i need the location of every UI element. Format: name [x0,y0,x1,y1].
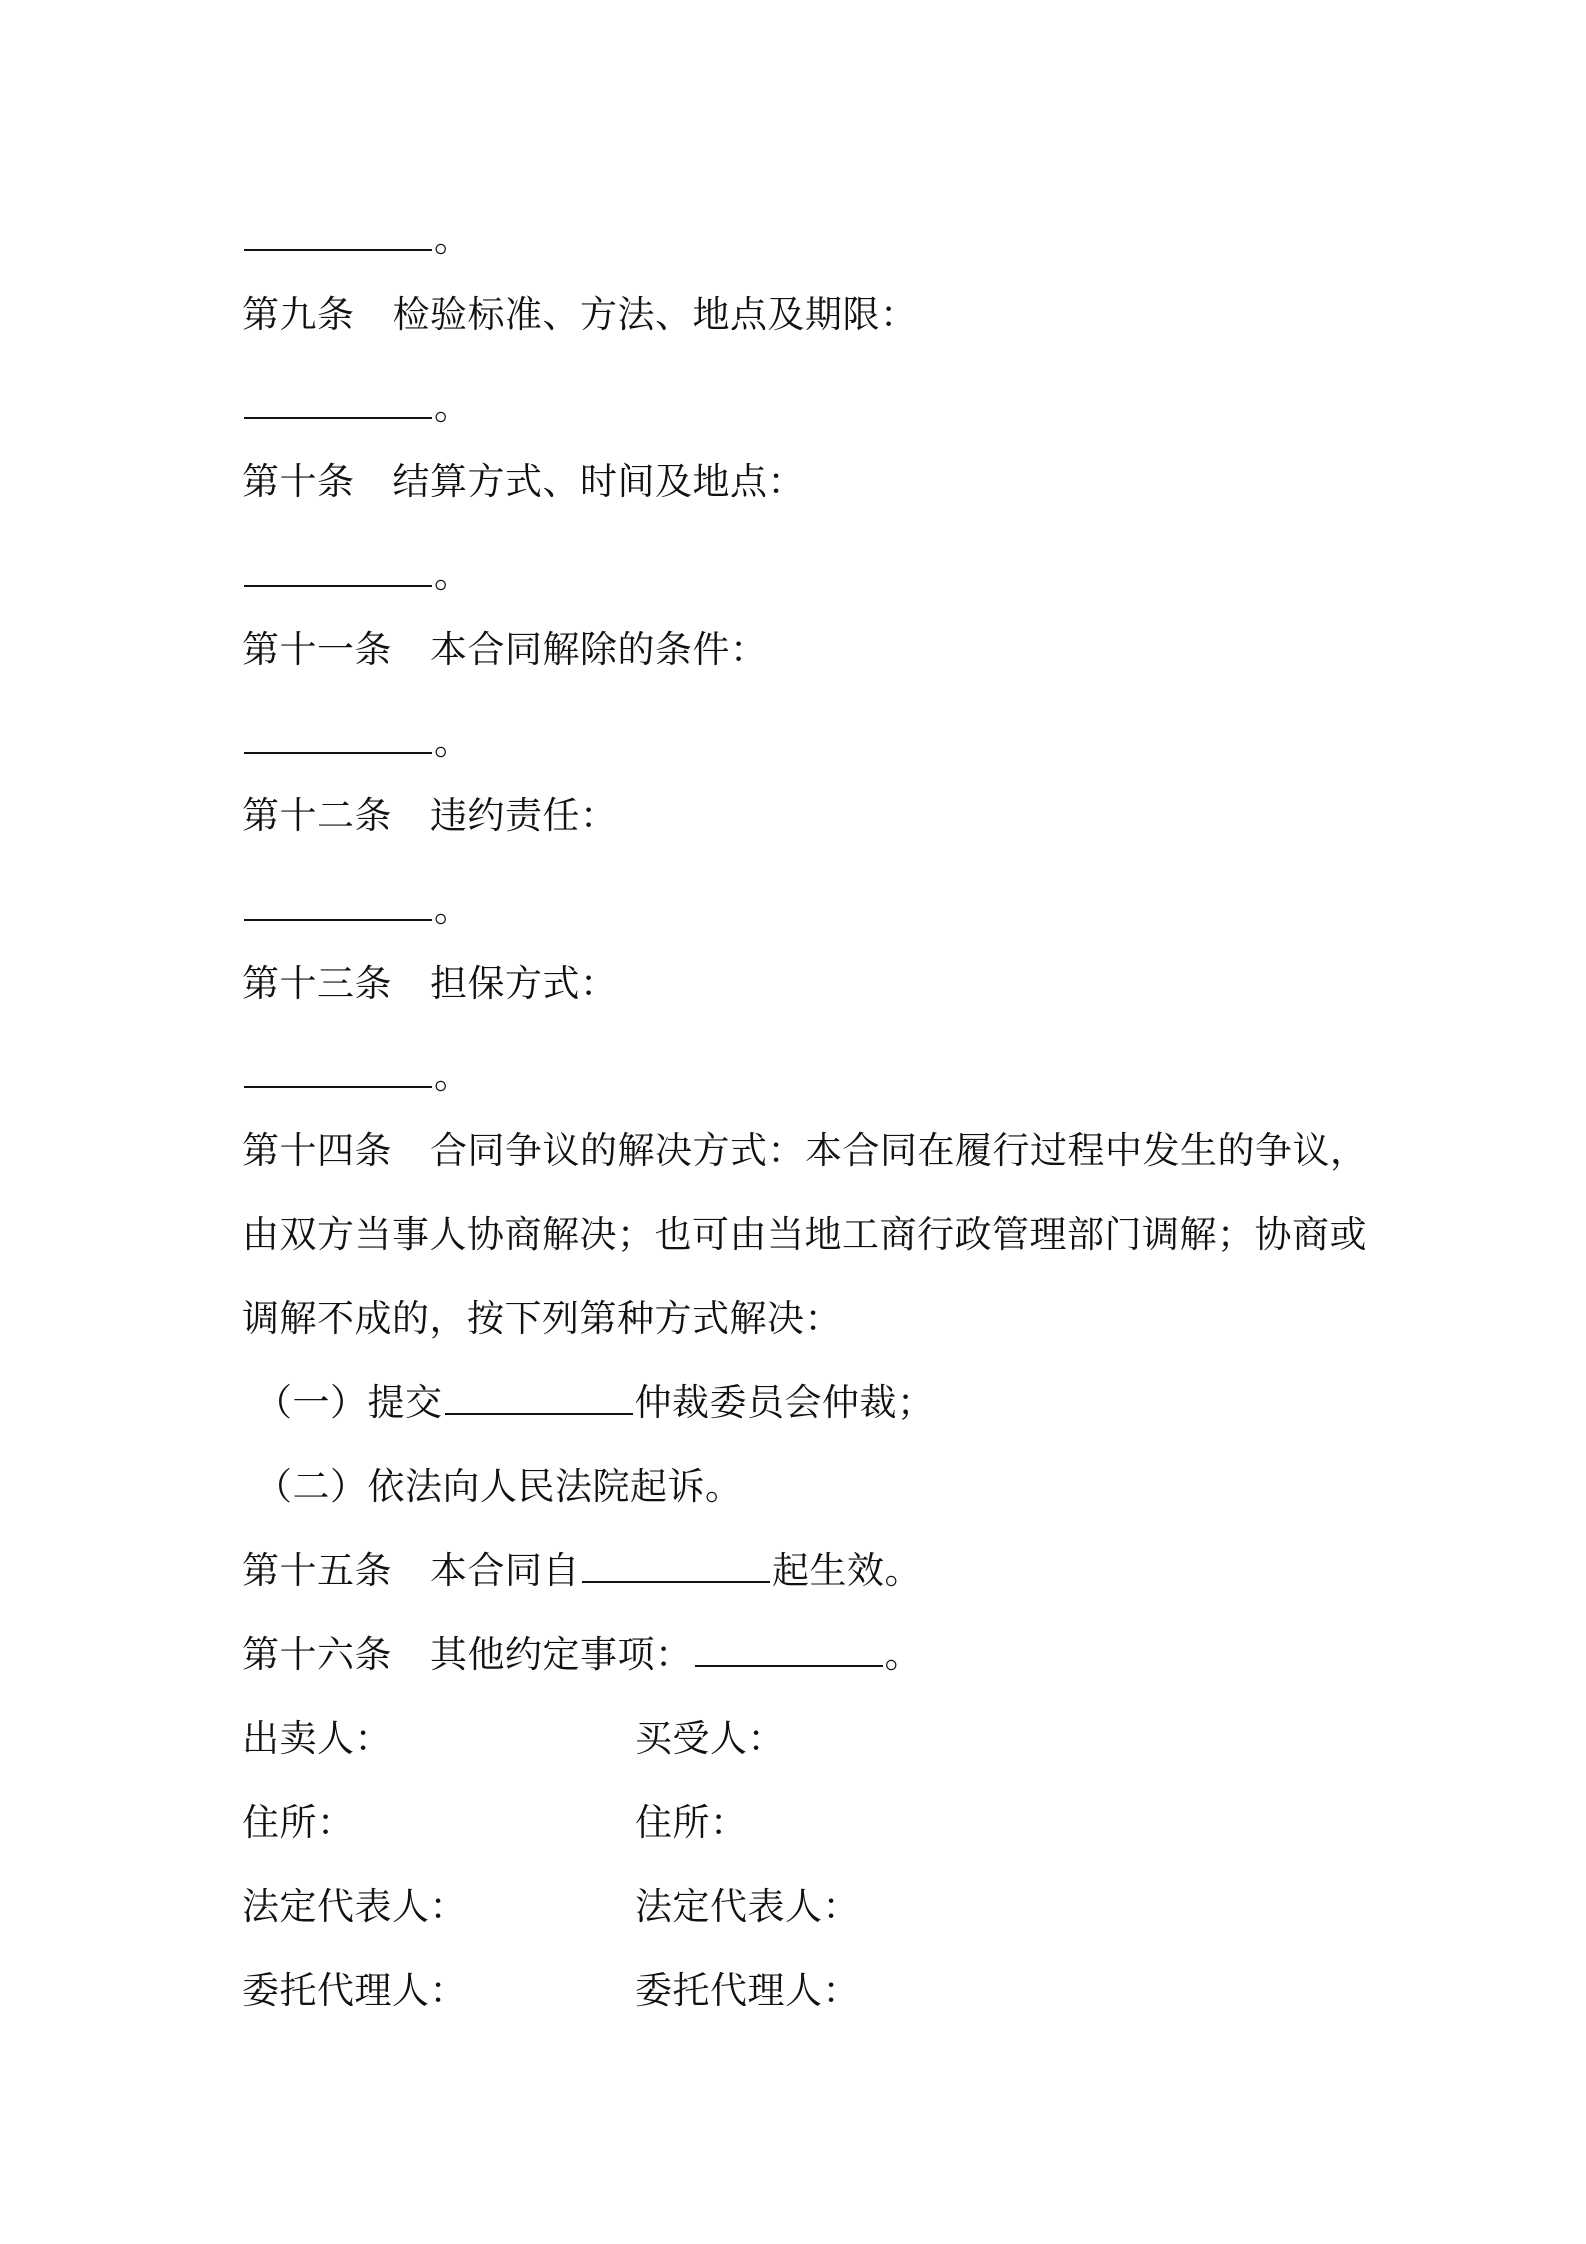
seller-legal-rep-label: 法定代表人： [242,1885,467,1928]
article-text: 由双方当事人协商解决；也可由当地工商行政管理部门调解；协商或 [242,1213,1367,1256]
article-9 [242,292,918,338]
article-text: 调解不成的，按下列第种方式解决： [242,1297,842,1340]
article-14-line-2 [242,1212,1367,1258]
fill-blank [244,889,432,921]
article-14-line-3 [242,1296,842,1342]
fill-blank [695,1635,883,1667]
seller-label: 出卖人： [242,1717,392,1760]
blank-line-5: 。 [242,886,472,932]
fill-blank [582,1551,770,1583]
fill-blank [244,555,432,587]
article-10 [242,459,805,505]
article-12 [242,793,618,839]
seller-address-label: 住所： [242,1801,355,1844]
signature-row-parties [242,1716,1142,1762]
signature-row-legal-rep [242,1884,1142,1930]
article-text: 合同争议的解决方式：本合同在履行过程中发生的争议， [430,1129,1368,1172]
article-13 [242,961,618,1007]
article-number: 第十四条 [242,1129,392,1172]
fill-blank [445,1383,633,1415]
fill-blank [244,1056,432,1088]
fill-blank [244,219,432,251]
option-2: （二）依法向人民法院起诉。 [255,1465,743,1508]
article-number: 第十一条 [242,628,392,671]
fill-blank [244,387,432,419]
article-text: 结算方式、时间及地点： [392,460,805,503]
article-number: 第十三条 [242,962,392,1005]
buyer-label: 买受人： [635,1717,785,1760]
article-16: 第十六条 其他约定事项： 。 [242,1633,922,1676]
article-text: 违约责任： [430,794,618,837]
option-1: （一）提交 仲裁委员会仲裁； [255,1381,935,1424]
article-number: 第九条 [242,293,355,336]
blank-line-6: 。 [242,1053,472,1099]
article-text: 本合同解除的条件： [430,628,768,671]
signature-row-agent [242,1968,1142,2014]
article-number: 第十条 [242,460,355,503]
buyer-agent-label: 委托代理人： [635,1969,860,2012]
blank-line-1: 。 [242,216,472,262]
article-text: 检验标准、方法、地点及期限： [392,293,918,336]
seller-agent-label: 委托代理人： [242,1969,467,2012]
blank-line-3: 。 [242,552,472,598]
article-14-line-1 [242,1128,1368,1174]
article-15: 第十五条 本合同自 起生效。 [242,1549,922,1592]
article-number: 第十二条 [242,794,392,837]
buyer-address-label: 住所： [635,1801,748,1844]
blank-line-4: 。 [242,719,472,765]
article-number: 第十六条 [242,1633,392,1676]
blank-line-2: 。 [242,384,472,430]
article-11 [242,627,768,673]
buyer-legal-rep-label: 法定代表人： [635,1885,860,1928]
signature-row-address [242,1800,1142,1846]
fill-blank [244,722,432,754]
article-text: 担保方式： [430,962,618,1005]
article-number: 第十五条 [242,1549,392,1592]
